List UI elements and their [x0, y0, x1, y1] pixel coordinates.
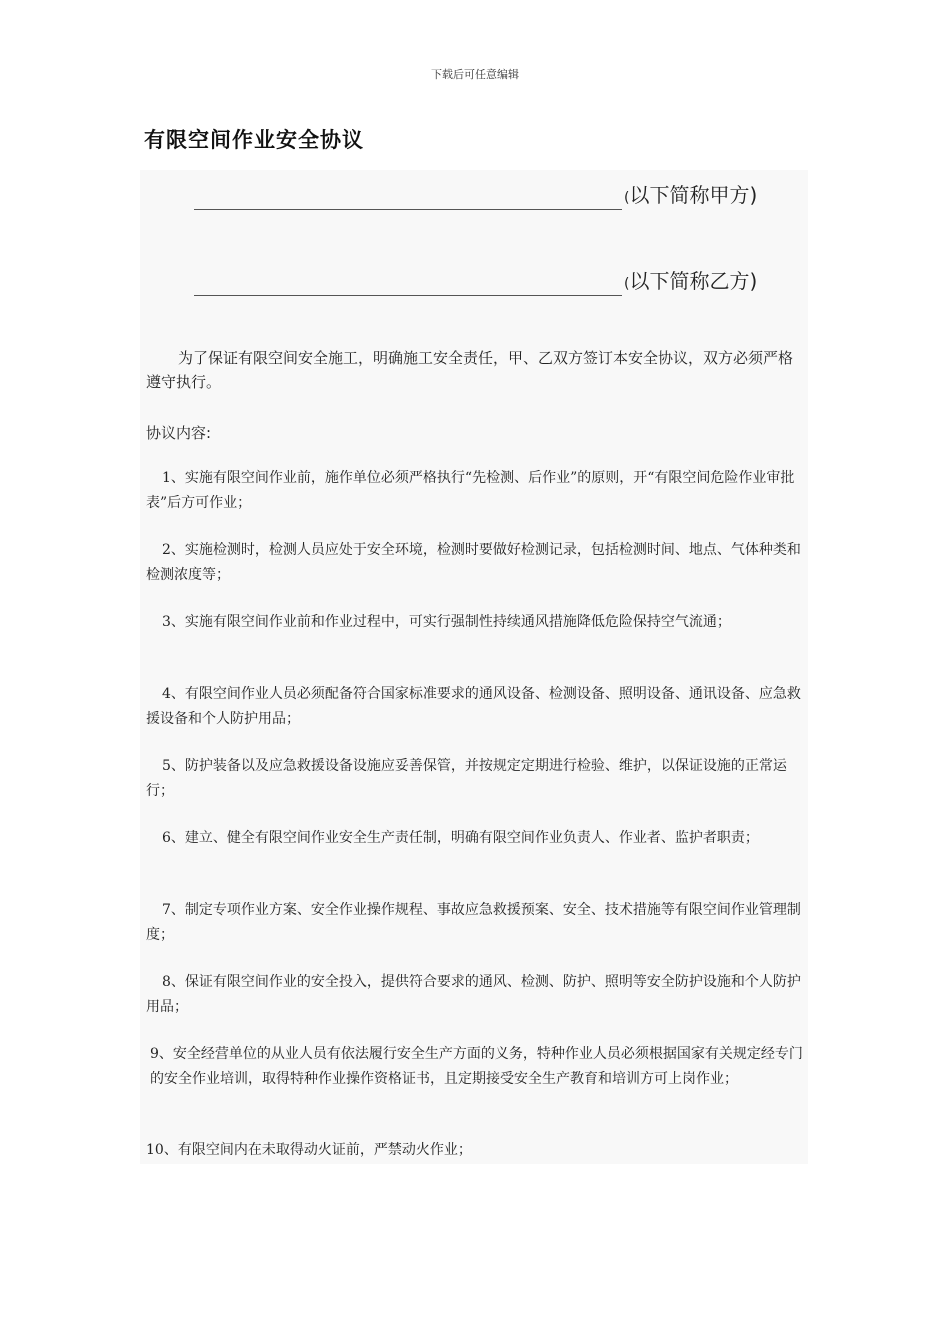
party-a-label: (以下简称甲方) [624, 183, 758, 207]
party-b-label: (以下简称乙方) [624, 269, 758, 293]
clause-item: 1、实施有限空间作业前，施作单位必须严格执行“先检测、后作业”的原则，开“有限空间危险作业审批表”后方可作业； [146, 470, 795, 511]
section-heading: 协议内容: [146, 424, 212, 442]
clause-item: 2、实施检测时，检测人员应处于安全环境，检测时要做好检测记录，包括检测时间、地点、气体种类和检测浓度等； [146, 542, 801, 583]
intro-paragraph: 为了保证有限空间安全施工，明确施工安全责任，甲、乙双方签订本安全协议，双方必须严格遵守执行。 [146, 349, 794, 391]
page-header-note: 下载后可任意编辑 [431, 68, 519, 81]
clause-item: 7、制定专项作业方案、安全作业操作规程、事故应急救援预案、安全、技术措施等有限空间作业管理制度； [146, 902, 801, 943]
party-a-blank-line [194, 183, 622, 210]
clause-item: 6、建立、健全有限空间作业安全生产责任制，明确有限空间作业负责人、作业者、监护者职责； [162, 830, 759, 846]
party-b-row [194, 266, 794, 296]
clause-item: 5、防护装备以及应急救援设备设施应妥善保管，并按规定定期进行检验、维护，以保证设施的正常运行； [146, 758, 787, 799]
document-body [140, 170, 808, 1164]
clause-item: 4、有限空间作业人员必须配备符合国家标准要求的通风设备、检测设备、照明设备、通讯设备、应急救援设备和个人防护用品； [146, 686, 801, 727]
clause-item: 10、有限空间内在未取得动火证前，严禁动火作业； [146, 1142, 472, 1158]
clause-item: 8、保证有限空间作业的安全投入，提供符合要求的通风、检测、防护、照明等安全防护设施和个人防护用品； [146, 974, 801, 1015]
document-title: 有限空间作业安全协议 [144, 128, 364, 152]
clause-item: 3、实施有限空间作业前和作业过程中，可实行强制性持续通风措施降低危险保持空气流通； [162, 614, 731, 630]
clause-item: 9、安全经营单位的从业人员有依法履行安全生产方面的义务，特种作业人员必须根据国家有关规定经专门的安全作业培训，取得特种作业操作资格证书，且定期接受安全生产教育和培训方可上岗作业； [150, 1046, 803, 1087]
party-b-blank-line [194, 269, 622, 296]
party-a-row [194, 180, 794, 210]
